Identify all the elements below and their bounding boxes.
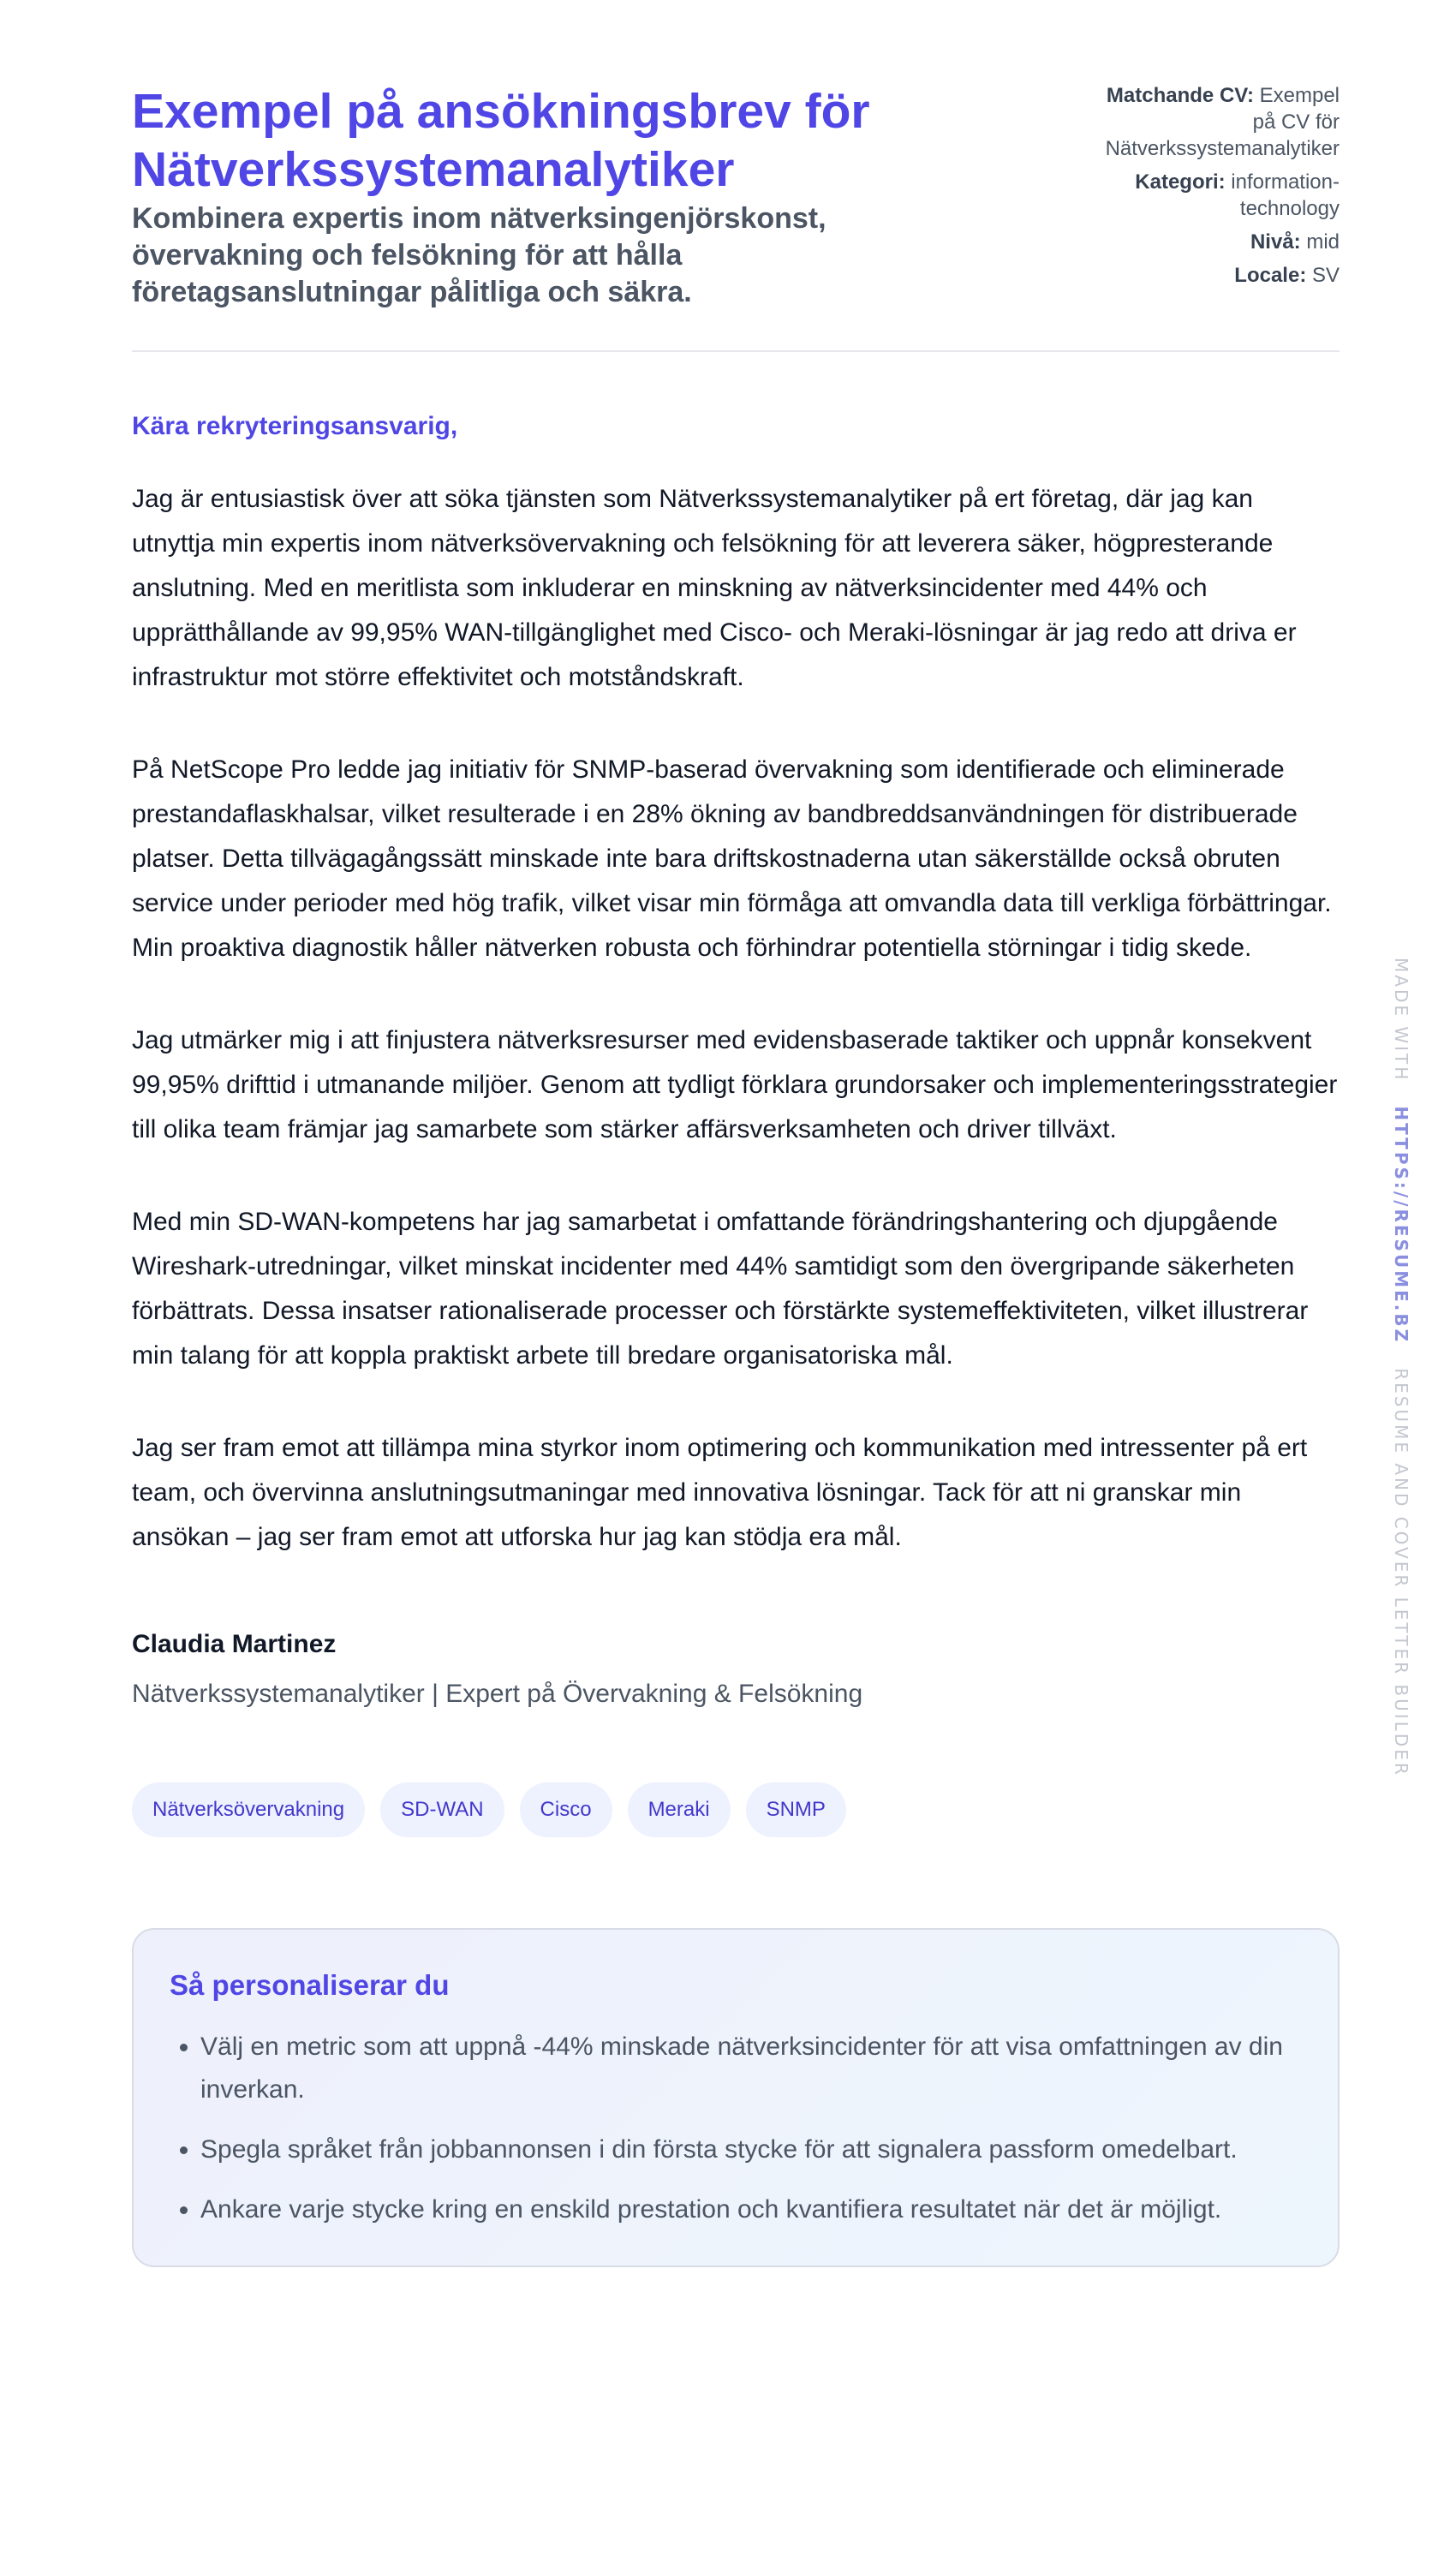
credit-suffix: RESUME AND COVER LETTER BUILDER [1391,1368,1411,1777]
header-divider [132,350,1340,352]
meta-cv-label: Matchande CV: [1106,84,1254,107]
tips-list [170,2026,1302,2231]
credit-link[interactable]: HTTPS://RESUME.BZ [1391,1106,1411,1345]
skill-tag: Cisco [520,1782,612,1837]
tip-item: • Spegla språket från jobbannonsen i din första stycke för att signalera passform omedelbart. [200,2128,1302,2171]
letter-paragraph: Med min SD-WAN-kompetens har jag samarbetat i omfattande förändringshantering och djupgående Wireshark-utredningar, vilket minskat incidenter med 44% samtidigt som den övergripande säkerheten förbättrats. Dessa insatser rationaliserade processer och förstärkte systemeffektiviteten, vilket illustrerar min talang för att koppla praktiskt arbete till bredare organisatoriska mål. [132,1208,1309,1370]
meta-locale-label: Locale: [1234,264,1307,287]
letter-paragraph: Jag är entusiastisk över att söka tjänsten som Nätverkssystemanalytiker på ert företag, där jag kan utnyttja min expertis inom nätverksövervakning och felsökning för att leverera säker, högpresterande anslutning. Med en meritlista som inkluderar en minskning av nätverksincidenter med 44% och upprätthållande av 99,95% WAN-tillgänglighet med Cisco- och Meraki-lösningar är jag redo att driva er infrastruktur mot större effektivitet och motståndskraft. [132,485,1297,691]
letter-paragraph: Jag ser fram emot att tillämpa mina styrkor inom optimering och kommunikation med intressenter på ert team, och övervinna anslutningsutmaningar med innovativa lösningar. Tack för att ni granskar min ansökan – jag ser fram emot att utforska hur jag kan stödja era mål. [132,1434,1308,1551]
meta-level [1083,229,1340,255]
personalization-tips [132,1928,1340,2267]
signature-role: Nätverkssystemanalytiker | Expert på Övervakning & Felsökning [132,1680,863,1708]
letter-paragraph: Jag utmärker mig i att finjustera nätverksresurser med evidensbaserade taktiker och uppnår konsekvent 99,95% drifttid i utmanande miljöer. Genom att tydligt förklara grundorsaker och implementeringsstrategier till olika team främjar jag samarbete som stärker affärsverksamheten och driver tillväxt. [132,1026,1338,1143]
credit-prefix: MADE WITH [1391,958,1411,1083]
letter-paragraph: På NetScope Pro ledde jag initiativ för SNMP-baserad övervakning som identifierade och eliminerade prestandaflaskhalsar, vilket resulterade i en 28% ökning av bandbreddsanvändningen för distribuerade platser. Detta tillvägagångssätt minskade inte bara driftskostnaderna utan säkerställde också obruten service under perioder med hög trafik, vilket visar min förmåga att omvandla data till verkliga förbättringar. Min proaktiva diagnostik håller nätverken robusta och förhindrar potentiella störningar i tidig skede. [132,755,1332,962]
page-subtitle: Kombinera expertis inom nätverksingenjörskonst, övervakning och felsökning för att hålla företagsanslutningar pålitliga och säkra. [132,202,826,308]
meta-category-value: information-technology [1231,170,1340,220]
meta-category [1083,169,1340,222]
meta-level-value: mid [1306,230,1340,254]
title-block [132,82,920,311]
header [132,82,1340,311]
letter-greeting: Kära rekryteringsansvarig, [132,412,458,440]
skill-tags [132,1782,1340,1837]
skill-tag: SD-WAN [380,1782,504,1837]
meta-matching-cv [1083,82,1340,162]
meta-category-label: Kategori: [1135,170,1226,194]
tip-item: • Ankare varje stycke kring en enskild prestation och kvantifiera resultatet när det är möjligt. [200,2188,1302,2231]
meta-locale-value: SV [1311,264,1340,287]
meta-panel [1083,82,1340,296]
page-title: Exempel på ansökningsbrev för Nätverkssystemanalytiker [132,84,870,197]
skill-tag: Nätverksövervakning [132,1782,365,1837]
skill-tag: Meraki [628,1782,731,1837]
meta-locale [1083,262,1340,289]
skill-tag: SNMP [746,1782,846,1837]
signature-name: Claudia Martinez [132,1630,337,1658]
meta-level-label: Nivå: [1250,230,1301,254]
meta-cv-value[interactable]: Exempel på CV för Nätverkssystemanalytiker [1105,84,1340,160]
side-credit [1391,958,1411,1777]
tips-title: Så personaliserar du [170,1969,450,2001]
cover-letter-page [132,82,1340,2267]
tip-item: • Välj en metric som att uppnå -44% minskade nätverksincidenter för att visa omfattningen av din inverkan. [200,2026,1302,2111]
